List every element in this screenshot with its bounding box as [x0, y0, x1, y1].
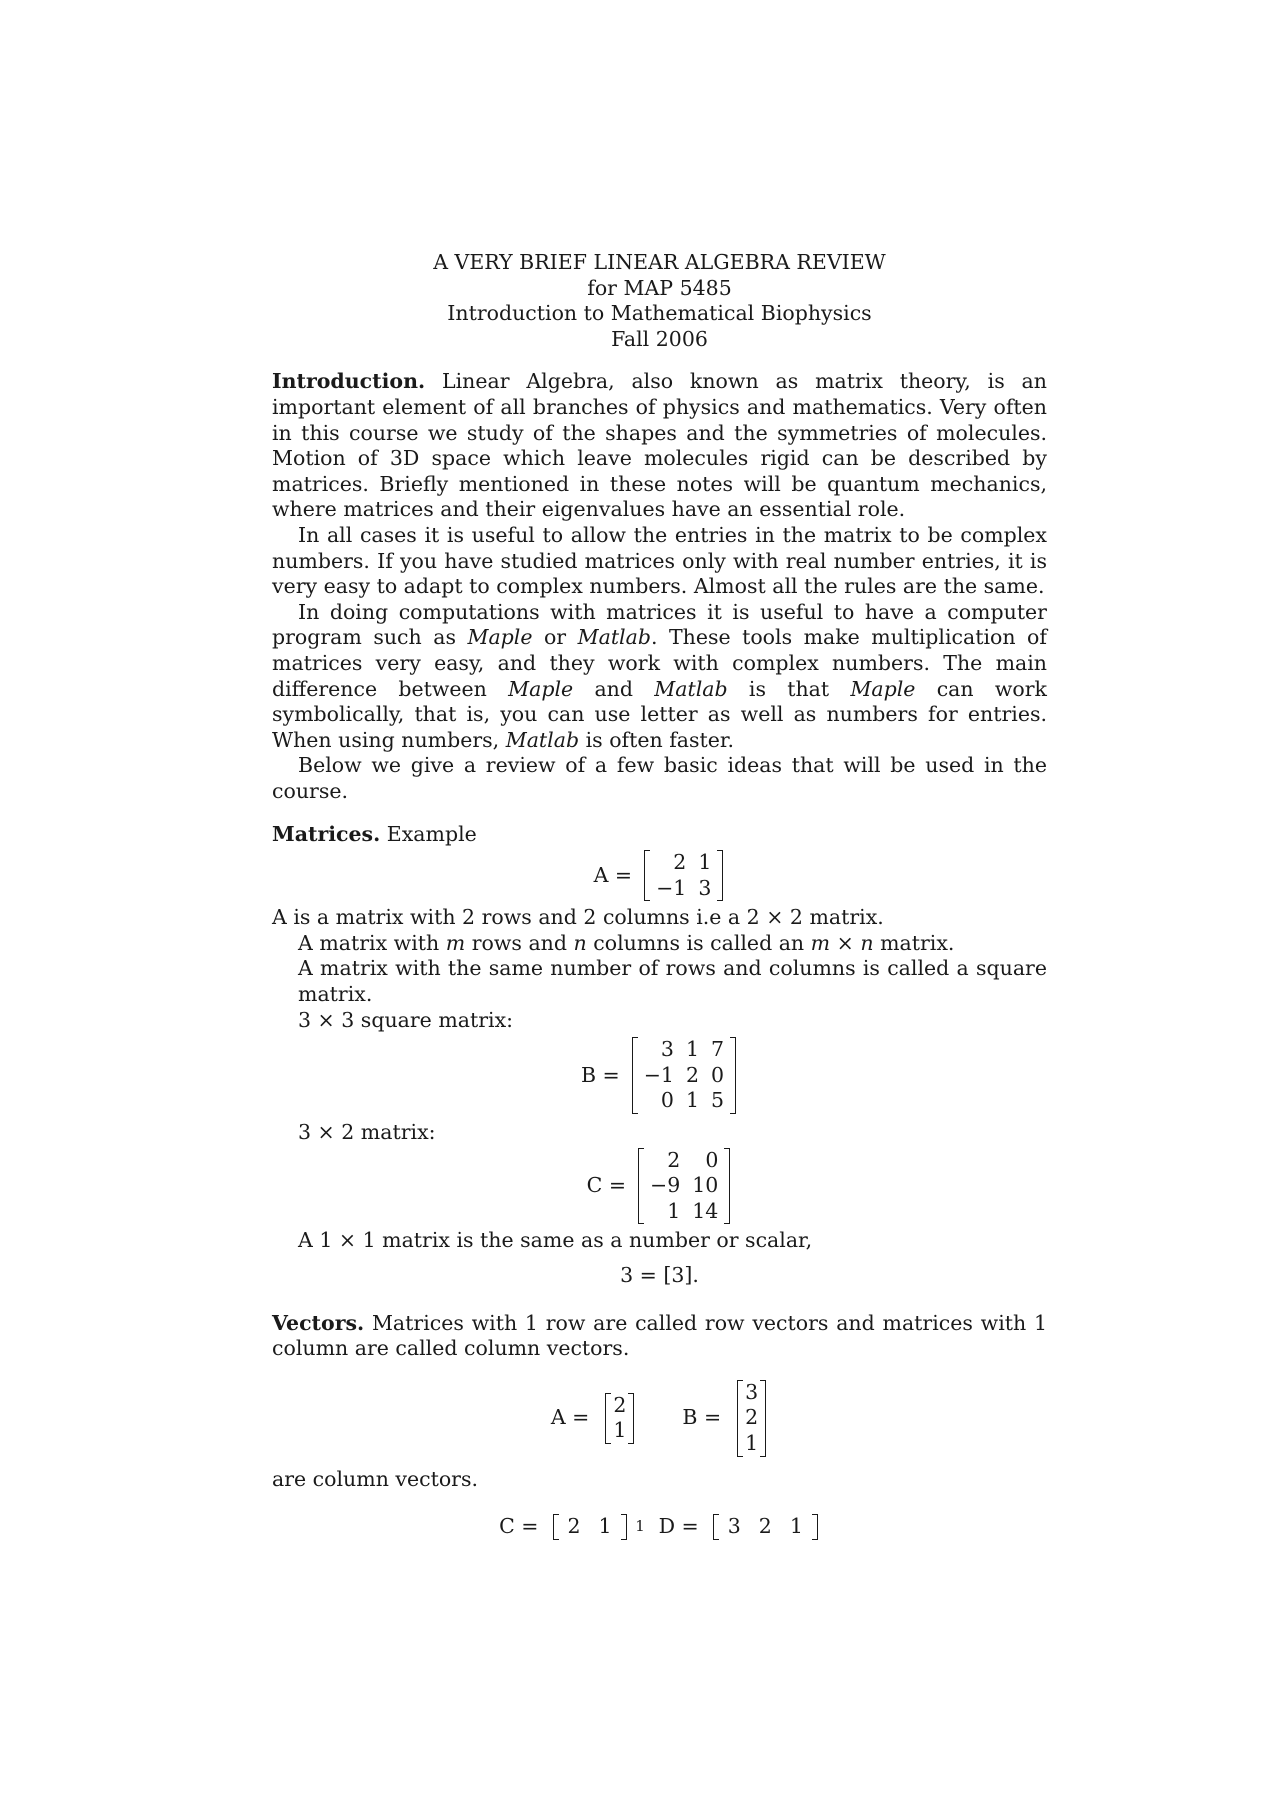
column-vector-b — [737, 1380, 766, 1457]
vector-cell: 2 — [613, 1392, 627, 1417]
vector-cell: 3 — [727, 1514, 741, 1539]
matrix-cell: 3 — [698, 875, 712, 900]
title-block — [272, 250, 1047, 352]
vector-cell: 3 — [745, 1379, 759, 1404]
matrix-b — [632, 1037, 736, 1114]
title-line-4: Fall 2006 — [611, 326, 708, 351]
title-line-1: A VERY BRIEF LINEAR ALGEBRA REVIEW — [433, 250, 886, 274]
matrix-cell: 2 — [685, 1062, 699, 1087]
vectors-paragraph: Vectors. Matrices with 1 row are called row vectors and matrices with 1 column are called column vectors. — [272, 1310, 1047, 1361]
vector-cell: 1 — [789, 1514, 803, 1539]
matrix-c — [638, 1148, 730, 1225]
scalar-equation: 3 = [3]. — [620, 1262, 699, 1287]
intro-paragraph-2: In all cases it is useful to allow the entries in the matrix to be complex numbers. If you have studied matrices only with real number entries, it is very easy to adapt to complex numbers. Almost all the rules are the same. — [272, 522, 1047, 599]
page-number: 1 — [635, 1517, 645, 1535]
document-page — [272, 250, 1047, 1540]
intro-paragraph-1: Introduction. Linear Algebra, also known as matrix theory, is an important element of all branches of physics and mathematics. Very often in this course we study of the shapes and the symmetries of molecules. Motion of 3D space which leave molecules rigid can be described by matrices. Briefly mentioned in these notes will be quantum mechanics, where matrices and their eigenvalues have an essential role. — [272, 369, 1047, 522]
matrices-sentence-1: A is a matrix with 2 rows and 2 columns i.e a 2 × 2 matrix. — [272, 905, 884, 930]
matrices-sentence-2: A matrix with m rows and n columns is called an m × n matrix. — [298, 930, 955, 955]
matrix-cell: 2 — [667, 1147, 681, 1172]
matrix-cell: 1 — [698, 850, 712, 875]
intro-paragraph-3: In doing computations with matrices it is useful to have a computer program such as Maple or Matlab. These tools make multiplication of matrices very easy, and they work with complex numbers. The main difference between Maple and Matlab is that Maple can work symbolically, that is, you can use letter as well as numbers for entries. When using numbers, Matlab is often faster. — [272, 599, 1047, 752]
matrix-cell: −1 — [643, 1062, 674, 1087]
matrix-cell: 1 — [685, 1037, 699, 1062]
matrix-cell: 0 — [660, 1088, 674, 1113]
column-vector-a — [605, 1393, 634, 1444]
matrix-c-display: C = 2 0 −9 10 1 14 — [272, 1148, 1047, 1225]
title-line-2: for MAP 5485 — [587, 275, 732, 300]
matrix-cell: 3 — [660, 1037, 674, 1062]
matrix-cell: 5 — [711, 1088, 725, 1113]
vector-cell: 2 — [567, 1514, 581, 1539]
vector-cell: 1 — [745, 1430, 759, 1455]
vector-cell: 1 — [613, 1418, 627, 1443]
matrices-sentence-6: A 1 × 1 matrix is the same as a number or scalar, — [298, 1228, 813, 1253]
matrix-a — [644, 850, 723, 901]
vector-cell: 1 — [598, 1514, 612, 1539]
matrix-cell: 1 — [667, 1198, 681, 1223]
matrix-cell: 14 — [692, 1198, 719, 1223]
vector-cell: 2 — [745, 1405, 759, 1430]
column-vectors-display: A = 2 1 B = 3 2 1 — [272, 1380, 1047, 1457]
matrix-cell: −9 — [650, 1173, 681, 1198]
title-line-3: Introduction to Mathematical Biophysics — [447, 301, 872, 326]
intro-heading: Introduction. — [272, 369, 426, 394]
matrix-cell: −1 — [656, 875, 687, 900]
vector-cell: 2 — [758, 1514, 772, 1539]
matrix-cell: 7 — [711, 1037, 725, 1062]
matrices-sentence-5: 3 × 2 matrix: — [298, 1120, 436, 1144]
matrix-a-display: A = 2 1 −1 3 — [272, 850, 1047, 901]
matrix-cell: 2 — [673, 850, 687, 875]
vectors-sentence-1: are column vectors. — [272, 1466, 479, 1491]
matrix-b-display: B = 3 1 7 −1 2 0 0 1 5 — [272, 1037, 1047, 1114]
matrix-cell: 0 — [711, 1062, 725, 1087]
matrix-cell: 0 — [705, 1147, 719, 1172]
matrices-heading-line: Matrices. Example — [272, 822, 477, 847]
matrix-cell: 10 — [692, 1173, 719, 1198]
vectors-heading: Vectors. — [272, 1310, 365, 1335]
row-vectors-display: C = 2 1 D = 3 2 1 — [272, 1514, 1047, 1540]
matrices-sentence-3: A matrix with the same number of rows and columns is called a square matrix. — [298, 956, 1047, 1007]
matrix-cell: 1 — [685, 1088, 699, 1113]
intro-paragraph-4: Below we give a review of a few basic ideas that will be used in the course. — [272, 753, 1047, 803]
matrices-sentence-4: 3 × 3 square matrix: — [298, 1007, 514, 1032]
matrices-heading: Matrices. — [272, 822, 381, 847]
